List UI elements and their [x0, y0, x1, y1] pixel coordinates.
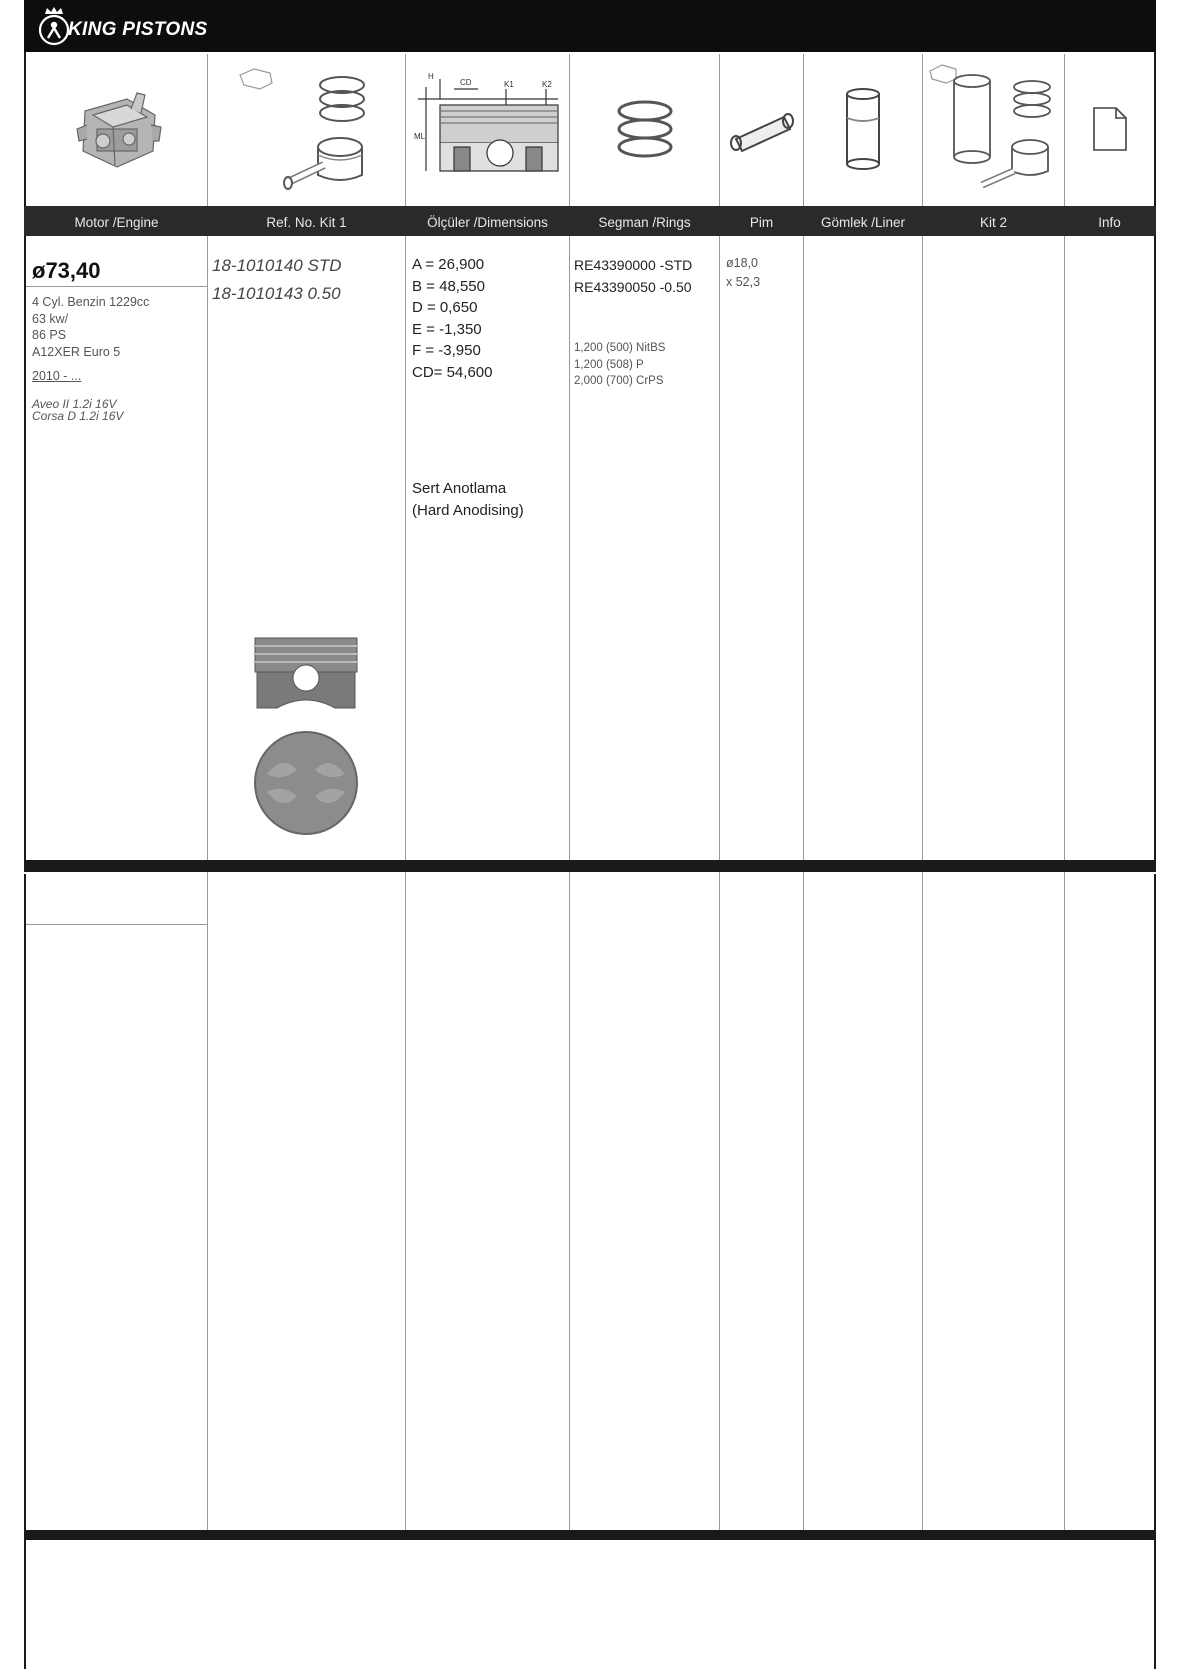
dimension-value: CD= 54,600: [412, 363, 493, 381]
ring-specs: [574, 340, 665, 390]
dimension-value: D = 0,650: [412, 299, 478, 316]
coating-line: (Hard Anodising): [412, 502, 524, 519]
pin-specs: [726, 254, 760, 292]
ring-ref[interactable]: RE43390000 -STD: [574, 257, 693, 273]
dimension-value: A = 26,900: [412, 256, 485, 273]
column-header-liner: Gömlek /Liner: [820, 215, 906, 230]
ring-spec: 1,200 (508) P: [574, 358, 644, 371]
engine-spec-line: 4 Cyl. Benzin 1229cc: [32, 295, 150, 309]
column-divider: [719, 872, 720, 1530]
column-header-kit1: Ref. No. Kit 1: [266, 215, 347, 230]
vehicle-model: Aveo II 1.2i 16V: [32, 397, 117, 411]
production-year: 2010 - ...: [32, 369, 82, 383]
diagram-label-ml: ML: [413, 132, 425, 141]
column-header-info: Info: [1098, 215, 1121, 230]
dimension-list: [412, 254, 492, 383]
kit1-ref[interactable]: 18-1010143 0.50: [212, 284, 341, 303]
diagram-label-cd: CD: [459, 78, 472, 87]
liner-icon: [804, 54, 922, 204]
pin-diameter: ø18,0: [726, 256, 758, 270]
diagram-label-h: H: [427, 72, 434, 81]
piston-dimension-diagram-icon: [406, 54, 569, 204]
column-divider: [803, 872, 804, 1530]
kit1-references: [212, 252, 341, 308]
rings-icon: [570, 54, 719, 204]
brand-banner: [24, 0, 1156, 52]
dimension-value: F = -3,950: [412, 342, 481, 359]
column-header-kit2: Kit 2: [979, 215, 1007, 230]
bore-underline: [26, 286, 207, 287]
bore-diameter: ø73,40: [32, 258, 101, 283]
column-divider: [405, 872, 406, 1530]
column-divider: [207, 872, 208, 1530]
engine-spec-line: 86 PS: [32, 328, 67, 342]
dimension-value: E = -1,350: [412, 320, 482, 338]
diagram-label-k1: K1: [503, 80, 514, 89]
piston-side-view-image: [253, 636, 359, 712]
catalog-sheet: [24, 0, 1156, 1669]
engine-icon: [26, 54, 207, 204]
diagram-label-k2: K2: [541, 80, 552, 89]
coating-line: Sert Anotlama: [412, 480, 507, 497]
column-divider: [569, 872, 570, 1530]
column-header-pin: Pim: [749, 215, 774, 230]
column-header-rings: Segman /Rings: [598, 215, 691, 230]
coating-note: [412, 478, 524, 522]
ring-ref[interactable]: RE43390050 -0.50: [574, 279, 692, 295]
piston-top-view-image: [253, 730, 359, 836]
ring-references: [574, 254, 692, 298]
column-divider: [1064, 872, 1065, 1530]
column-header-dimensions: Ölçüler /Dimensions: [427, 215, 548, 230]
pin-length: x 52,3: [726, 275, 761, 289]
section-divider: [24, 1530, 1156, 1540]
column-divider: [922, 872, 923, 1530]
full-kit-icon: [923, 54, 1064, 204]
footer-frame: [24, 1540, 1156, 1669]
bore-underline: [26, 924, 207, 925]
document-icon[interactable]: [1065, 54, 1154, 204]
engine-spec-line: 63 kw/: [32, 311, 69, 326]
vehicle-models: [32, 398, 123, 422]
piston-rings-kit-icon: [208, 54, 405, 204]
section-divider: [24, 860, 1156, 872]
ring-spec: 2,000 (700) CrPS: [574, 375, 664, 387]
vehicle-model: Corsa D 1.2i 16V: [32, 409, 124, 423]
kit1-ref[interactable]: 18-1010140 STD: [212, 256, 342, 275]
engine-specs: [32, 294, 149, 360]
ring-spec: 1,200 (500) NitBS: [574, 342, 666, 354]
dimension-value: B = 48,550: [412, 277, 485, 295]
lower-table-frame: [24, 874, 1156, 1534]
brand-name: KING PISTONS: [68, 19, 208, 40]
piston-pin-icon: [720, 54, 803, 204]
engine-spec-line: A12XER Euro 5: [32, 344, 121, 359]
column-header-engine: Motor /Engine: [74, 215, 159, 230]
